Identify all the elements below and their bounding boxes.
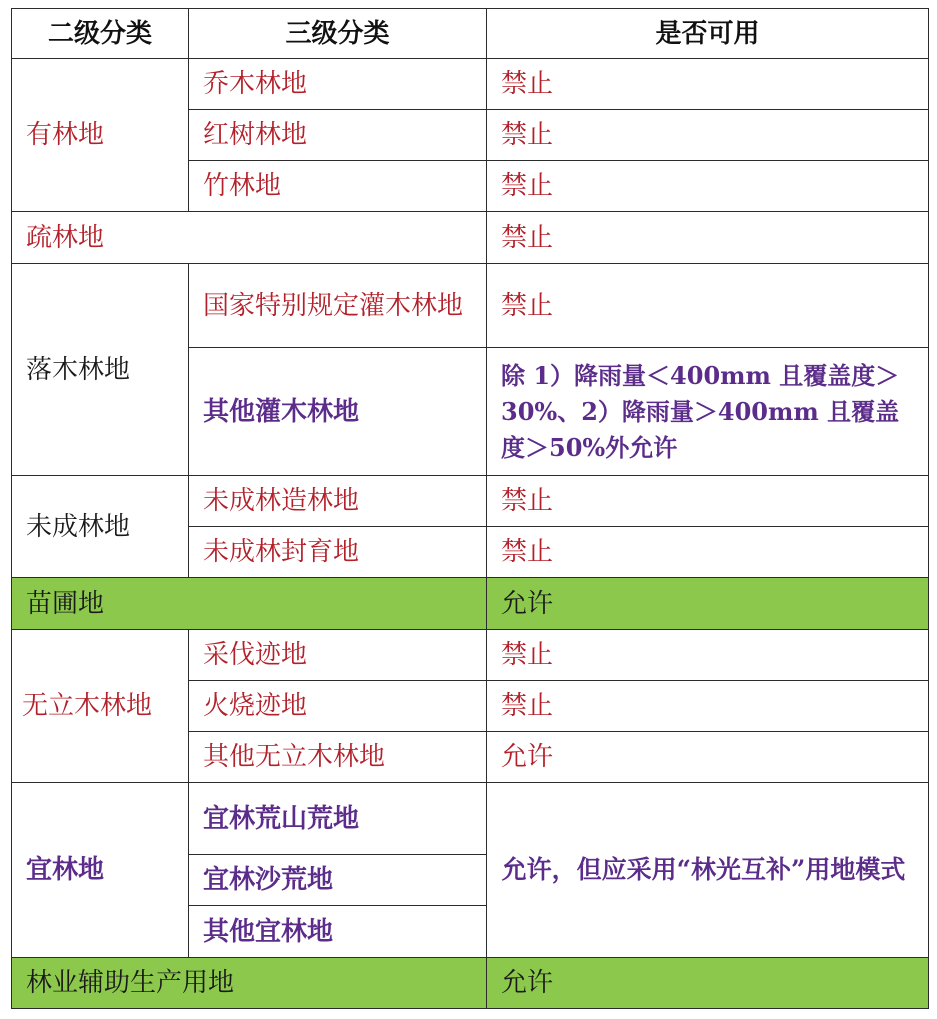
table-row xyxy=(12,212,929,264)
header-tertiary-class: 三级分类 xyxy=(189,9,487,59)
subclass-cell: 未成林封育地 xyxy=(189,527,487,578)
header-secondary-class: 二级分类 xyxy=(12,9,189,59)
subclass-cell: 宜林沙荒地 xyxy=(189,855,487,906)
table-row xyxy=(12,630,929,681)
status-cell: 除 1）降雨量＜400mm 且覆盖度＞30%、2）降雨量＞400mm 且覆盖度＞50%外允许 xyxy=(487,348,929,476)
group-name: 落木林地 xyxy=(12,264,189,476)
table-row xyxy=(12,958,929,1009)
status-cell: 禁止 xyxy=(487,630,929,681)
status-cell: 允许 xyxy=(487,578,929,630)
subclass-cell: 其他灌木林地 xyxy=(189,348,487,476)
group-name: 林业辅助生产用地 xyxy=(12,958,487,1009)
status-cell: 允许 xyxy=(487,958,929,1009)
header-usable: 是否可用 xyxy=(487,9,929,59)
status-cell: 禁止 xyxy=(487,527,929,578)
subclass-cell: 宜林荒山荒地 xyxy=(189,783,487,855)
table-row xyxy=(12,578,929,630)
group-name: 疏林地 xyxy=(12,212,487,264)
group-name: 未成林地 xyxy=(12,476,189,578)
status-cell: 允许 xyxy=(487,732,929,783)
table-row xyxy=(12,59,929,110)
status-cell: 禁止 xyxy=(487,264,929,348)
subclass-cell: 其他宜林地 xyxy=(189,906,487,958)
table-row xyxy=(12,783,929,855)
group-name: 苗圃地 xyxy=(12,578,487,630)
group-name: 有林地 xyxy=(12,59,189,212)
status-cell: 禁止 xyxy=(487,110,929,161)
status-cell: 禁止 xyxy=(487,681,929,732)
status-cell: 禁止 xyxy=(487,59,929,110)
subclass-cell: 火烧迹地 xyxy=(189,681,487,732)
subclass-cell: 红树林地 xyxy=(189,110,487,161)
header-row xyxy=(12,9,929,59)
group-name: 无立木林地 xyxy=(12,630,189,783)
status-cell: 禁止 xyxy=(487,212,929,264)
subclass-cell: 采伐迹地 xyxy=(189,630,487,681)
status-cell: 禁止 xyxy=(487,476,929,527)
status-cell: 允许，但应采用“林光互补”用地模式 xyxy=(487,783,929,958)
table-row xyxy=(12,264,929,348)
group-name: 宜林地 xyxy=(12,783,189,958)
land-use-table xyxy=(11,8,929,1009)
status-cell: 禁止 xyxy=(487,161,929,212)
subclass-cell: 其他无立木林地 xyxy=(189,732,487,783)
subclass-cell: 竹林地 xyxy=(189,161,487,212)
subclass-cell: 未成林造林地 xyxy=(189,476,487,527)
subclass-cell: 国家特别规定灌木林地 xyxy=(189,264,487,348)
subclass-cell: 乔木林地 xyxy=(189,59,487,110)
table-row xyxy=(12,476,929,527)
